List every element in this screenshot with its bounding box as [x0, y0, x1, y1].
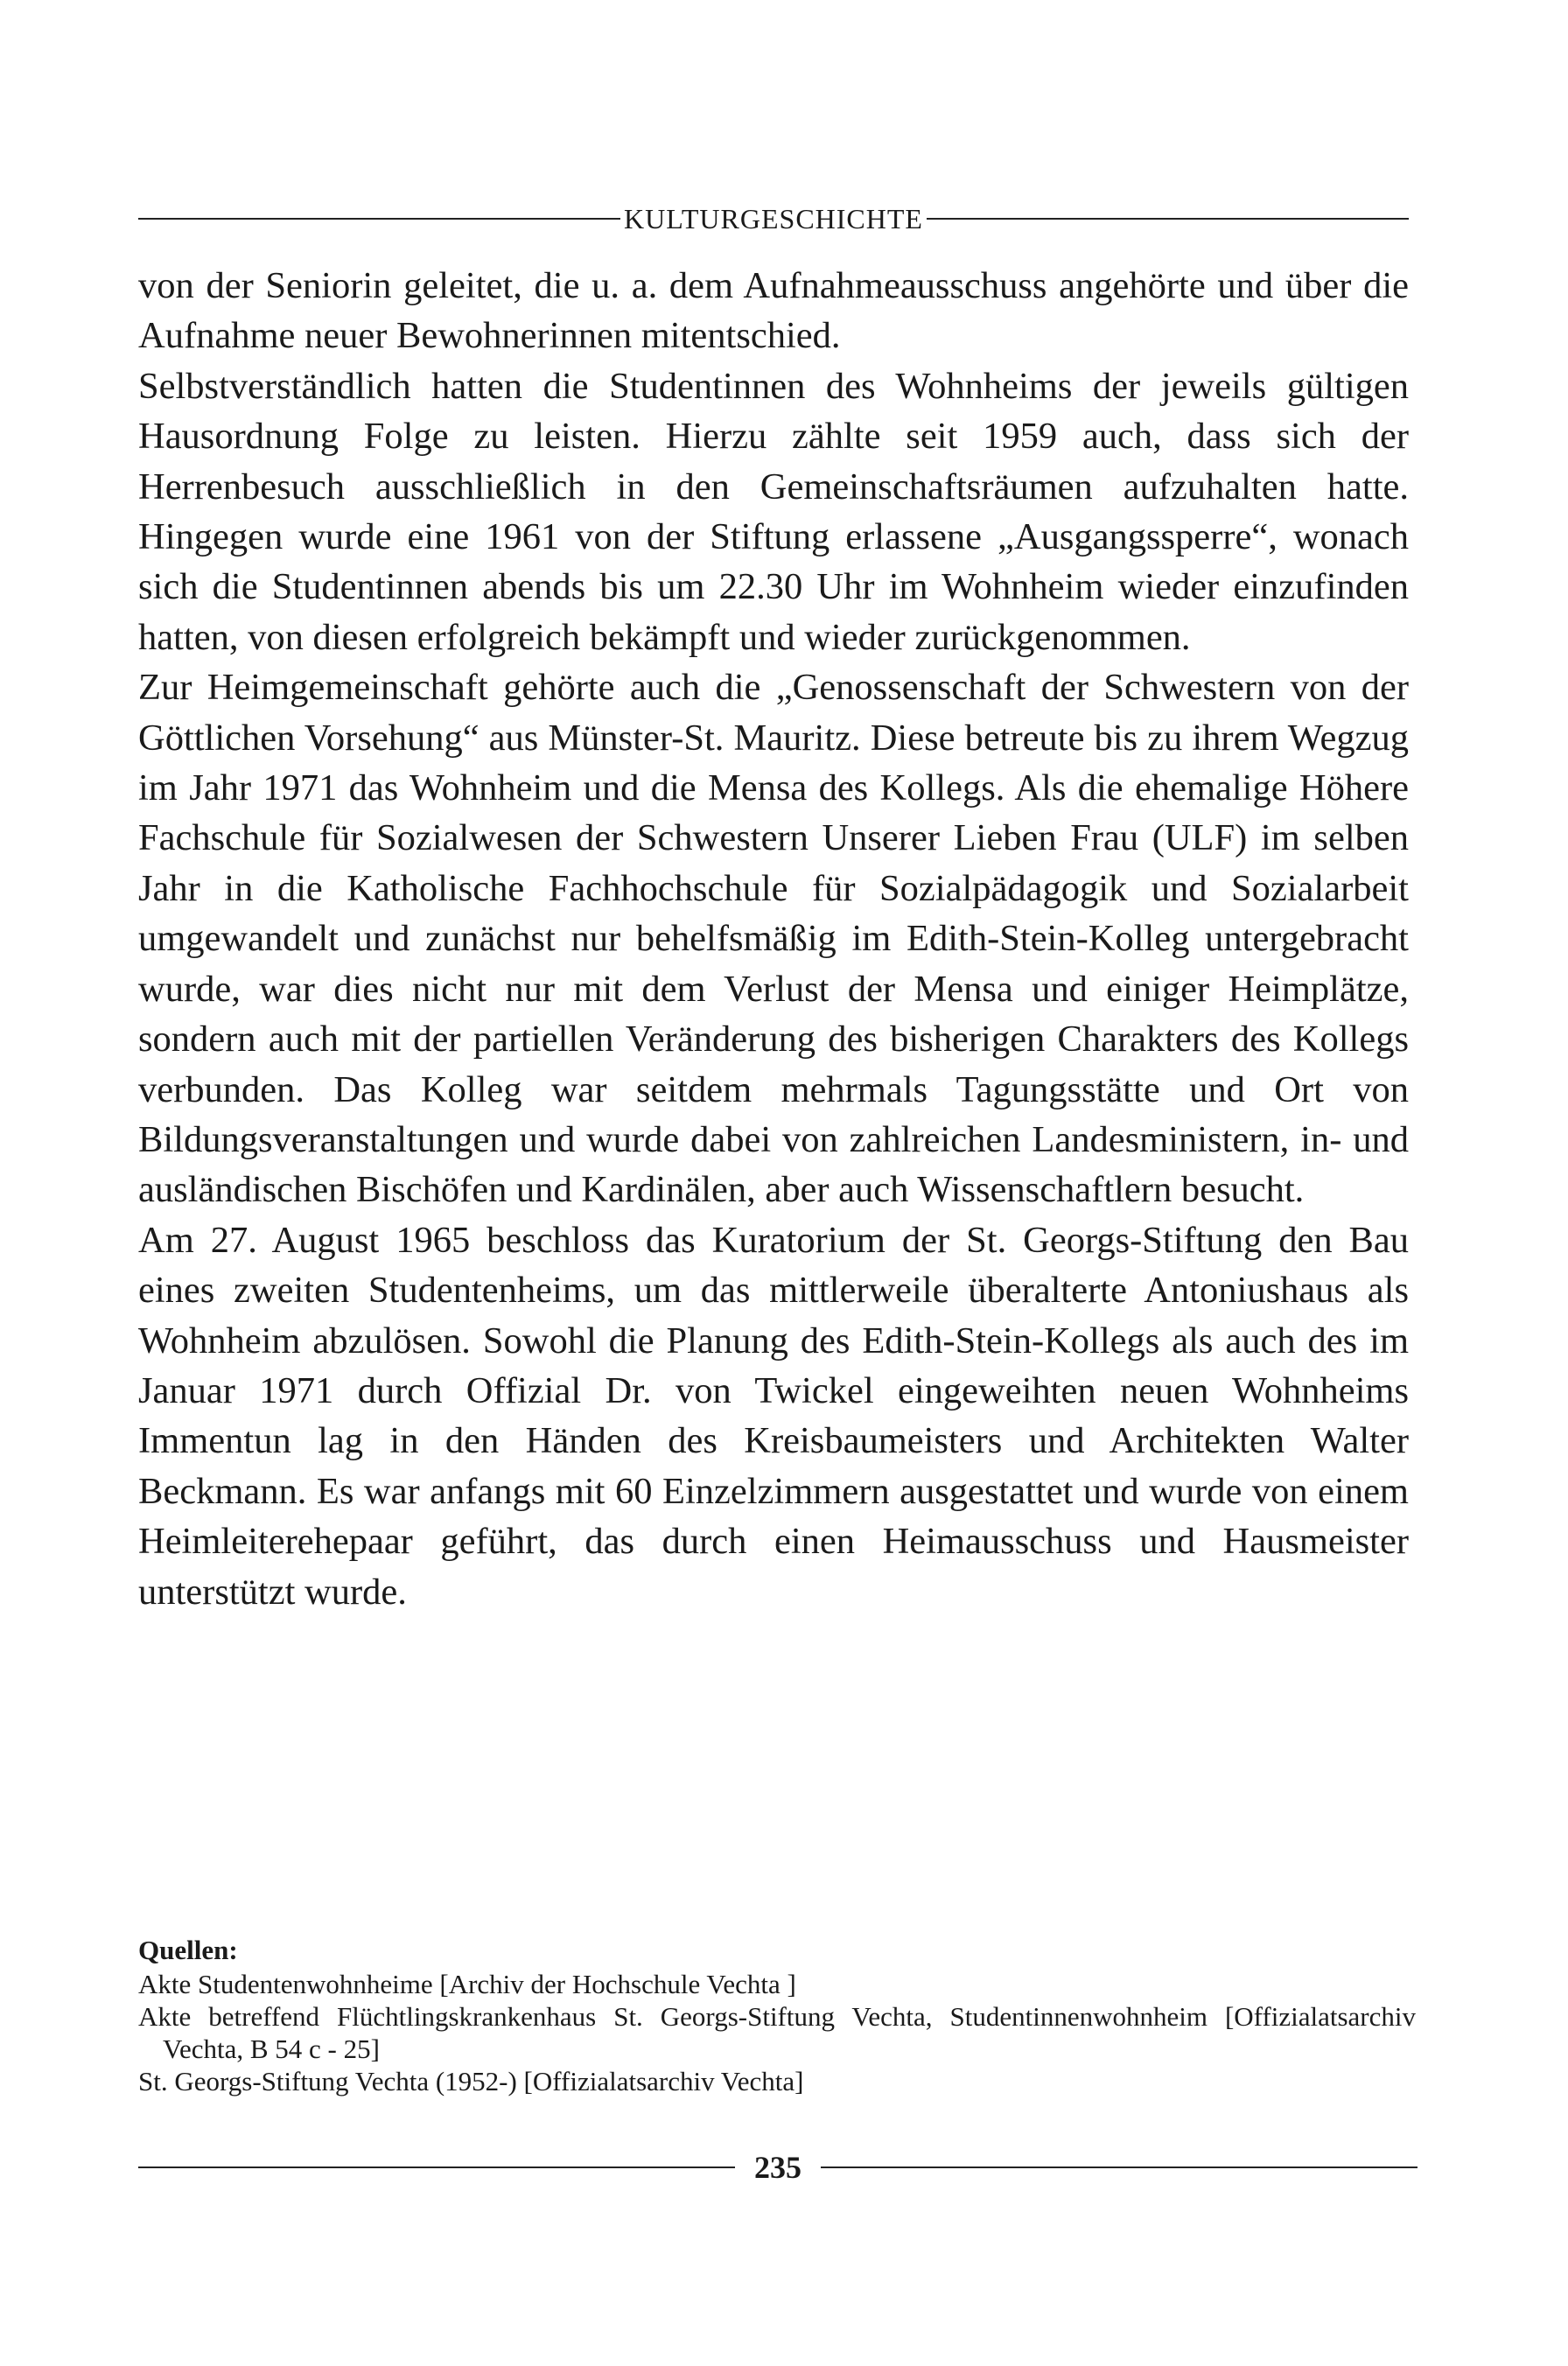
paragraph: Am 27. August 1965 beschloss das Kuratorium der St. Georgs-Stiftung den Bau eines zweiten Studentenheims, um das mittlerweile überalterte Antoniushaus als Wohnheim abzulösen. Sowohl die Planung des Edith-Stein-Kollegs als auch des im Januar 1971 durch Offizial Dr. von Twickel eingeweihten neuen Wohnheims Immentun lag in den Händen des Kreisbaumeisters und Architekten Walter Beckmann. Es war anfangs mit 60 Einzelzimmern ausgestattet und wurde von einem Heimleiterehepaar geführt, das durch einen Heimausschuss und Hausmeister unterstützt wurde. [138, 1219, 1409, 1613]
running-header [138, 198, 1409, 240]
page-footer [138, 2146, 1418, 2189]
source-item: St. Georgs-Stiftung Vechta (1952-) [Offizialatsarchiv Vechta] [138, 2066, 804, 2096]
sources-section [138, 1934, 1416, 2097]
paragraph: Selbstverständlich hatten die Studentinnen des Wohnheims der jeweils gültigen Hausordnung Folge zu leisten. Hierzu zählte seit 1959 auch, dass sich der Herrenbesuch ausschließlich in den Gemeinschaftsräumen aufzuhalten hatte. Hingegen wurde eine 1961 von der Stiftung erlassene „Ausgangssperre“, wonach sich die Studentinnen abends bis um 22.30 Uhr im Wohnheim wieder einzufinden hatten, von diesen erfolgreich bekämpft und wieder zurückgenommen. [138, 365, 1409, 658]
footer-rule-left [138, 2166, 735, 2168]
paragraph: von der Seniorin geleitet, die u. a. dem Aufnahmeausschuss angehörte und über die Aufnahme neuer Bewohnerinnen mitentschied. [138, 265, 1409, 357]
header-rule-left [138, 218, 620, 220]
paragraph: Zur Heimgemeinschaft gehörte auch die „Genossenschaft der Schwestern von der Göttlichen Vorsehung“ aus Münster-St. Mauritz. Diese betreute bis zu ihrem Wegzug im Jahr 1971 das Wohnheim und die Mensa des Kollegs. Als die ehemalige Höhere Fachschule für Sozialwesen der Schwestern Unserer Lieben Frau (ULF) im selben Jahr in die Katholische Fachhochschule für Sozialpädagogik und Sozialarbeit umgewandelt und zunächst nur behelfsmäßig im Edith-Stein-Kolleg untergebracht wurde, war dies nicht nur mit dem Verlust der Mensa und einiger Heimplätze, sondern auch mit der partiellen Veränderung des bisherigen Charakters des Kollegs verbunden. Das Kolleg war seitdem mehrmals Tagungsstätte und Ort von Bildungsveranstaltungen und wurde dabei von zahlreichen Landesministern, in- und ausländischen Bischöfen und Kardinälen, aber auch Wissenschaftlern besucht. [138, 667, 1409, 1211]
footer-rule-right [821, 2166, 1418, 2168]
body-text [138, 261, 1409, 1617]
section-title: KULTURGESCHICHTE [624, 203, 923, 234]
header-rule-right [927, 218, 1409, 220]
source-item: Akte Studentenwohnheime [Archiv der Hochschule Vechta ] [138, 1969, 796, 1999]
source-item: Akte betreffend Flüchtlingskrankenhaus St. Georgs-Stiftung Vechta, Studentinnenwohnheim [Offizialatsarchiv Vechta, B 54 c - 25] [138, 2001, 1416, 2064]
page-number: 235 [754, 2150, 802, 2185]
sources-heading: Quellen: [138, 1935, 238, 1965]
